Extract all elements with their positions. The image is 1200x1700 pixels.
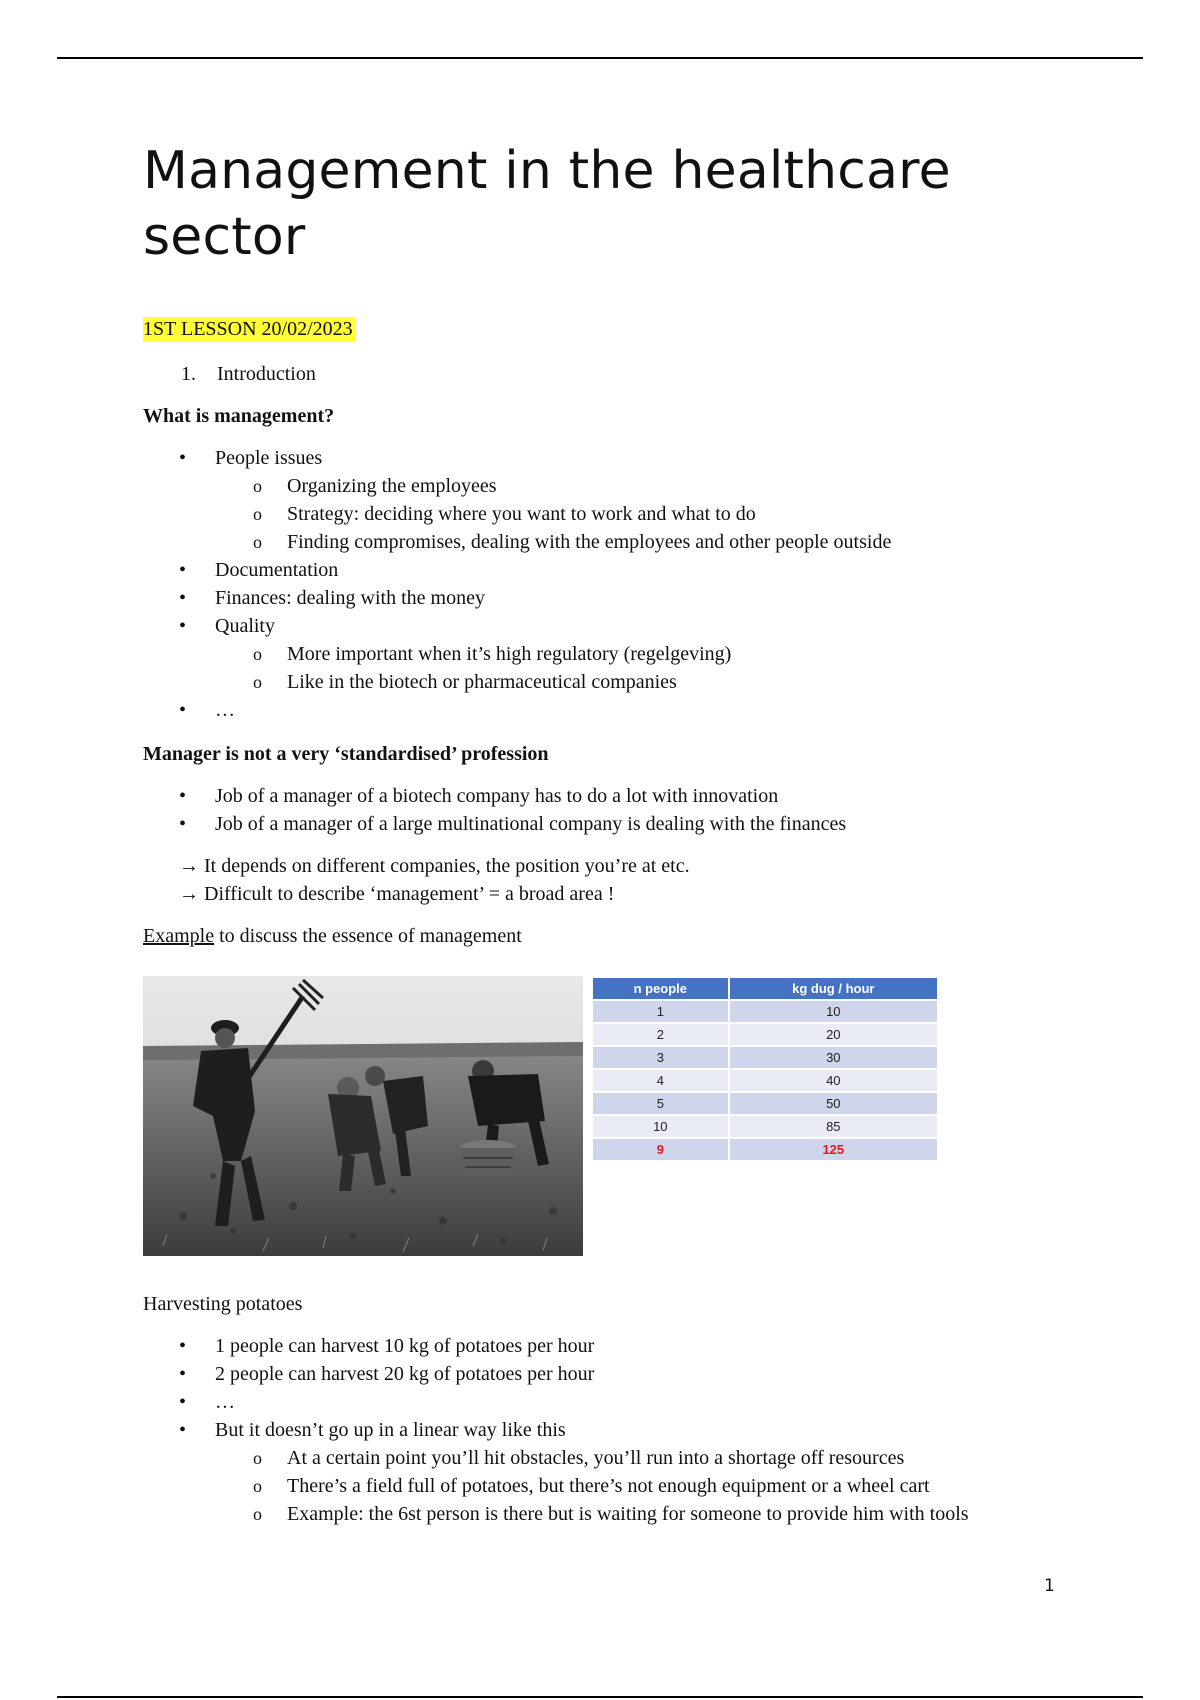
page-title: Management in the healthcare sector: [143, 141, 951, 267]
cell-n-people: 1: [593, 1001, 728, 1022]
table-row: [593, 1001, 937, 1022]
sub-list: [215, 472, 1093, 556]
list-item-text: 1 people can harvest 10 kg of potatoes per hour: [215, 1335, 595, 1357]
cell-n-people: 9: [593, 1139, 728, 1160]
sub-list-item: [143, 1444, 1093, 1472]
table-row: [593, 1093, 937, 1114]
list-item: [143, 584, 1093, 612]
circle-o-icon: o: [253, 504, 262, 524]
sub-list-item: [143, 500, 1093, 528]
sub-list-item-text: There’s a field full of potatoes, but there’s not enough equipment or a wheel cart: [287, 1475, 930, 1497]
cell-kg-dug: 30: [730, 1047, 937, 1068]
document-page: [143, 138, 1093, 1528]
manager-bullet-list: [143, 782, 1093, 838]
cell-kg-dug: 40: [730, 1070, 937, 1091]
list-item-text: Finances: dealing with the money: [215, 587, 485, 609]
example-underlined: Example: [143, 925, 215, 947]
table-row: [593, 1047, 937, 1068]
cell-kg-dug: 10: [730, 1001, 937, 1022]
top-rule: [57, 57, 1143, 59]
sub-list-item: [143, 528, 1093, 556]
example-rest: to discuss the essence of management: [214, 925, 522, 947]
list-item: [143, 696, 1093, 724]
cell-kg-dug: 125: [730, 1139, 937, 1160]
circle-o-icon: o: [253, 532, 262, 552]
arrow-note: → It depends on different companies, the position you’re at etc.: [179, 855, 690, 877]
list-item: [143, 612, 1093, 696]
sub-list-item: [143, 472, 1093, 500]
circle-o-icon: o: [253, 644, 262, 664]
harvest-bullet-list: [143, 1332, 1093, 1528]
sub-list: [215, 1444, 1093, 1528]
example-line: [143, 922, 1093, 950]
arrow-note: → Difficult to describe ‘management’ = a broad area !: [179, 883, 615, 905]
section-heading-standardised: Manager is not a very ‘standardised’ profession: [143, 743, 549, 765]
sub-list-item: [143, 1500, 1093, 1528]
list-item: [143, 810, 1093, 838]
list-item: [143, 360, 1093, 388]
cell-n-people: 2: [593, 1024, 728, 1045]
figure-caption: Harvesting potatoes: [143, 1293, 303, 1315]
sub-list-item: [143, 640, 1093, 668]
table-row: [593, 1139, 937, 1160]
sub-list-item: [143, 668, 1093, 696]
lesson-label: 1ST LESSON 20/02/2023: [143, 318, 353, 340]
list-item: [143, 1332, 1093, 1360]
list-item-text: Quality: [215, 615, 275, 637]
table-row: [593, 1070, 937, 1091]
list-item-text: …: [215, 699, 235, 721]
list-item-text: Documentation: [215, 559, 339, 581]
sub-list-item-text: Strategy: deciding where you want to work and what to do: [287, 503, 756, 525]
sub-list-item-text: Finding compromises, dealing with the employees and other people outside: [287, 531, 892, 553]
list-item: [143, 782, 1093, 810]
table-header-row: [593, 978, 937, 999]
circle-o-icon: o: [253, 1476, 262, 1496]
page-number: 1: [1044, 1576, 1055, 1596]
cell-kg-dug: 50: [730, 1093, 937, 1114]
list-item-text: Job of a manager of a biotech company has to do a lot with innovation: [215, 785, 779, 807]
column-header-kg-dug: kg dug / hour: [730, 978, 937, 999]
sub-list: [215, 640, 1093, 696]
list-item: [143, 1416, 1093, 1528]
circle-o-icon: o: [253, 1504, 262, 1524]
circle-o-icon: o: [253, 672, 262, 692]
potato-harvest-photo: [143, 976, 583, 1256]
list-item: [143, 1388, 1093, 1416]
list-item: [143, 444, 1093, 556]
list-item: [143, 556, 1093, 584]
cell-n-people: 4: [593, 1070, 728, 1091]
cell-n-people: 5: [593, 1093, 728, 1114]
list-item-text: 2 people can harvest 20 kg of potatoes per hour: [215, 1363, 595, 1385]
numbered-list: [143, 360, 1093, 388]
list-item-text: Introduction: [217, 363, 316, 385]
cell-kg-dug: 20: [730, 1024, 937, 1045]
list-item-text: …: [215, 1391, 235, 1413]
sub-list-item-text: At a certain point you’ll hit obstacles, you’ll run into a shortage off resources: [287, 1447, 905, 1469]
arrow-notes: [143, 852, 1093, 908]
example-figure: [143, 976, 1093, 1256]
harvest-table: [591, 976, 939, 1162]
sub-list-item-text: More important when it’s high regulatory (regelgeving): [287, 643, 732, 665]
table-row: [593, 1116, 937, 1137]
cell-n-people: 3: [593, 1047, 728, 1068]
list-item-text: Job of a manager of a large multinational company is dealing with the finances: [215, 813, 847, 835]
sub-list-item-text: Like in the biotech or pharmaceutical companies: [287, 671, 677, 693]
circle-o-icon: o: [253, 1448, 262, 1468]
list-number: 1.: [181, 363, 196, 385]
table-row: [593, 1024, 937, 1045]
bottom-rule: [57, 1696, 1143, 1698]
lesson-heading: [143, 318, 1093, 344]
section-heading-what-is-management: What is management?: [143, 405, 335, 427]
circle-o-icon: o: [253, 476, 262, 496]
sub-list-item-text: Organizing the employees: [287, 475, 497, 497]
management-bullet-list: [143, 444, 1093, 724]
list-item: [143, 1360, 1093, 1388]
list-item-text: But it doesn’t go up in a linear way like this: [215, 1419, 566, 1441]
sub-list-item: [143, 1472, 1093, 1500]
sub-list-item-text: Example: the 6st person is there but is waiting for someone to provide him with tools: [287, 1503, 969, 1525]
cell-kg-dug: 85: [730, 1116, 937, 1137]
column-header-n-people: n people: [593, 978, 728, 999]
list-item-text: People issues: [215, 447, 323, 469]
cell-n-people: 10: [593, 1116, 728, 1137]
